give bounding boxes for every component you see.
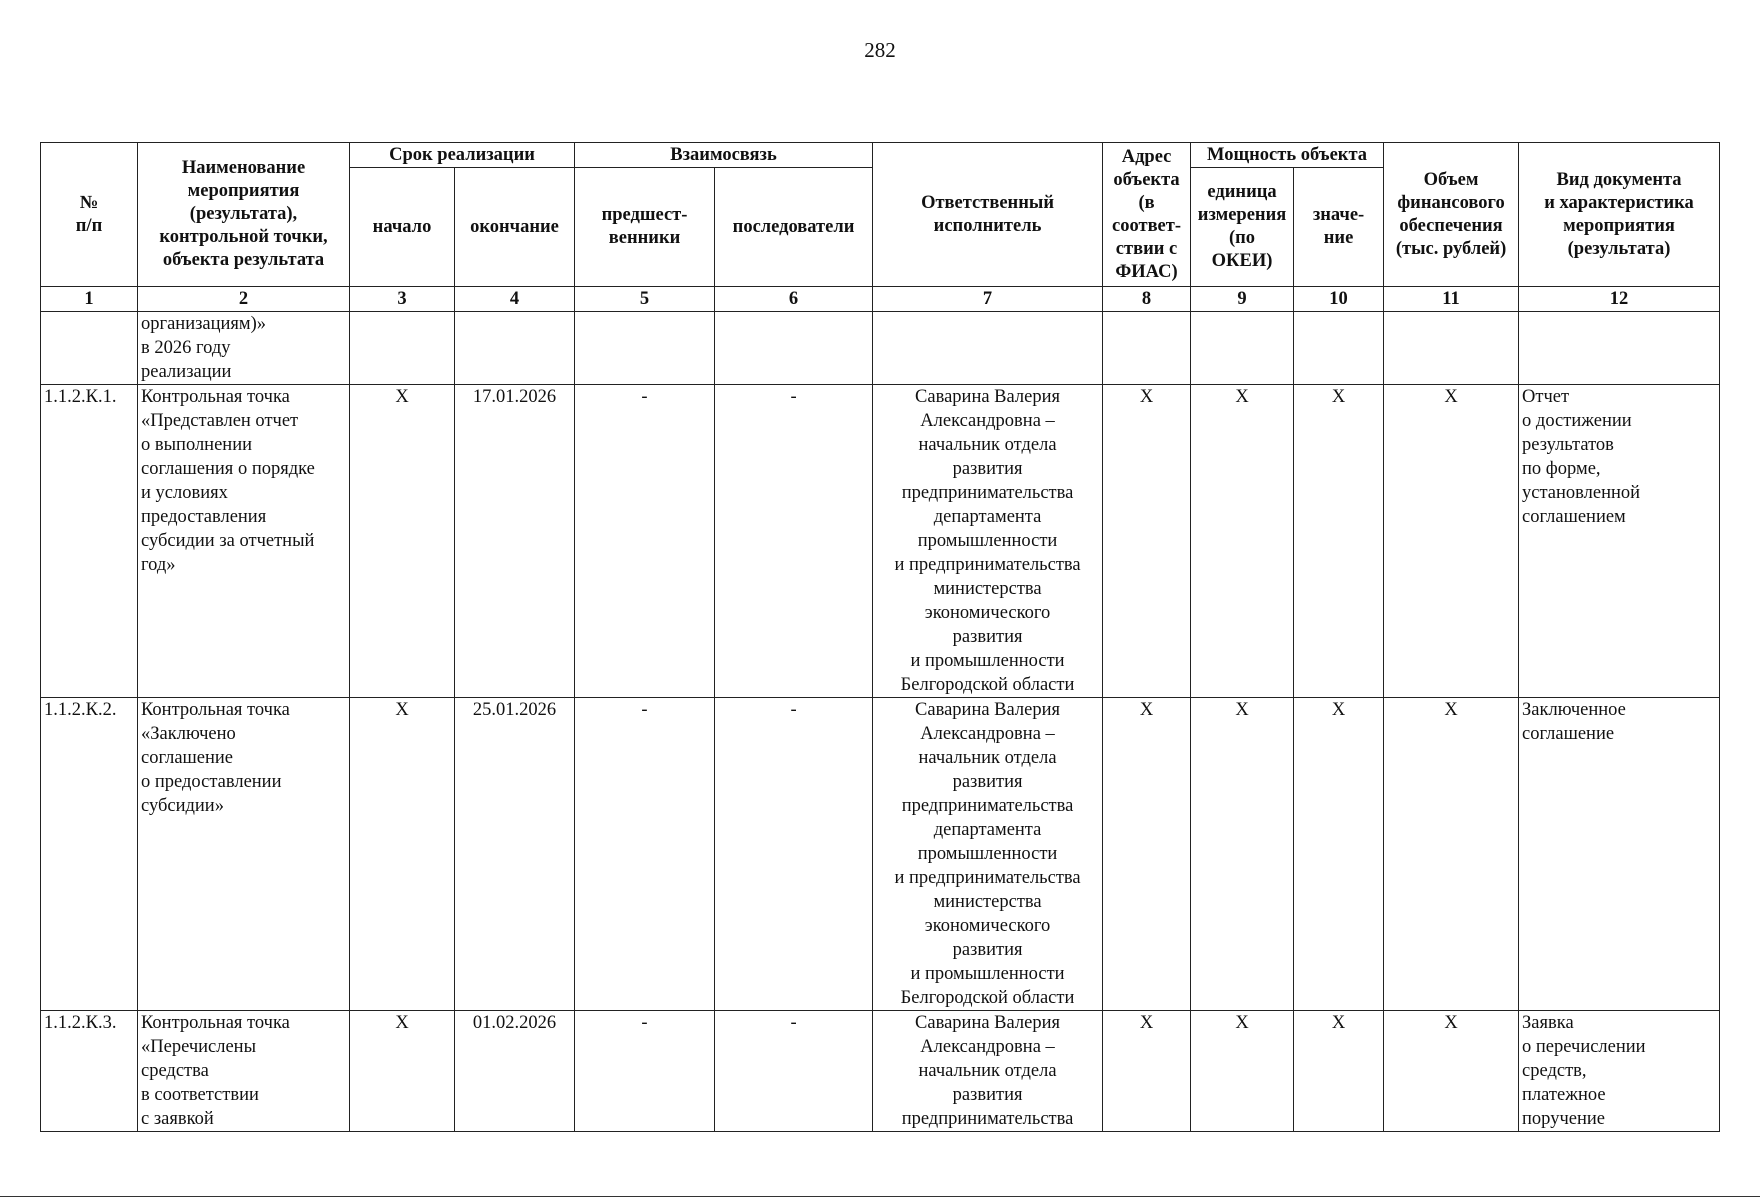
header-unit: единица измерения (по ОКЕИ) [1191, 168, 1294, 287]
header-successors: последователи [715, 168, 873, 287]
column-number: 10 [1294, 287, 1384, 312]
column-number: 1 [41, 287, 138, 312]
cell-value: Х [1294, 1011, 1384, 1132]
table-row-continuation [41, 312, 1720, 385]
header-power: Мощность объекта [1191, 143, 1384, 168]
table-row [41, 698, 1720, 1011]
cell-empty [715, 312, 873, 385]
column-number-row [41, 287, 1720, 312]
cell-unit: Х [1191, 385, 1294, 698]
cell-name: Контрольная точка «Перечислены средства в соответствии с заявкой [138, 1011, 350, 1132]
cell-end: 17.01.2026 [455, 385, 575, 698]
cell-predecessors: - [575, 1011, 715, 1132]
cell-value: Х [1294, 698, 1384, 1011]
cell-unit: Х [1191, 698, 1294, 1011]
cell-num: 1.1.2.К.1. [41, 385, 138, 698]
cell-empty [575, 312, 715, 385]
column-number: 12 [1519, 287, 1720, 312]
cell-finance: Х [1384, 1011, 1519, 1132]
column-number: 3 [350, 287, 455, 312]
header-finance: Объем финансового обеспечения (тыс. рублей) [1384, 143, 1519, 287]
cell-empty [1294, 312, 1384, 385]
header-end: окончание [455, 168, 575, 287]
cell-responsible: Саварина Валерия Александровна – начальник отдела развития предпринимательства [873, 1011, 1103, 1132]
cell-successors: - [715, 1011, 873, 1132]
cell-name: организациям)» в 2026 году реализации [138, 312, 350, 385]
cell-start: Х [350, 1011, 455, 1132]
cell-empty [1384, 312, 1519, 385]
cell-document: Заключенное соглашение [1519, 698, 1720, 1011]
column-number: 11 [1384, 287, 1519, 312]
column-number: 4 [455, 287, 575, 312]
cell-empty [455, 312, 575, 385]
table-row [41, 385, 1720, 698]
column-number: 8 [1103, 287, 1191, 312]
cell-name: Контрольная точка «Заключено соглашение о предоставлении субсидии» [138, 698, 350, 1011]
column-number: 5 [575, 287, 715, 312]
header-num: № п/п [41, 143, 138, 287]
header-value: значе- ние [1294, 168, 1384, 287]
header-link: Взаимосвязь [575, 143, 873, 168]
header-predecessors: предшест- венники [575, 168, 715, 287]
cell-value: Х [1294, 385, 1384, 698]
cell-empty [1519, 312, 1720, 385]
cell-unit: Х [1191, 1011, 1294, 1132]
column-number: 7 [873, 287, 1103, 312]
cell-empty [350, 312, 455, 385]
header-document: Вид документа и характеристика мероприятия (результата) [1519, 143, 1720, 287]
cell-successors: - [715, 385, 873, 698]
header-start: начало [350, 168, 455, 287]
plan-table [40, 142, 1720, 1132]
header-name: Наименование мероприятия (результата), контрольной точки, объекта результата [138, 143, 350, 287]
cell-address: Х [1103, 698, 1191, 1011]
header-address: Адрес объекта (в соответ- ствии с ФИАС) [1103, 143, 1191, 287]
column-number: 6 [715, 287, 873, 312]
cell-empty [41, 312, 138, 385]
cell-start: Х [350, 385, 455, 698]
cell-address: Х [1103, 1011, 1191, 1132]
cell-responsible: Саварина Валерия Александровна – начальник отдела развития предпринимательства департамента промышленности и предпринимательства министерства экономического развития и промышленности Белгородской области [873, 385, 1103, 698]
page-bottom-rule [0, 1196, 1760, 1197]
cell-document: Отчет о достижении результатов по форме, установленной соглашением [1519, 385, 1720, 698]
table-row [41, 1011, 1720, 1132]
column-number: 9 [1191, 287, 1294, 312]
cell-successors: - [715, 698, 873, 1011]
cell-end: 25.01.2026 [455, 698, 575, 1011]
cell-num: 1.1.2.К.2. [41, 698, 138, 1011]
cell-name: Контрольная точка «Представлен отчет о выполнении соглашения о порядке и условиях предоставления субсидии за отчетный год» [138, 385, 350, 698]
cell-finance: Х [1384, 385, 1519, 698]
cell-predecessors: - [575, 698, 715, 1011]
column-number: 2 [138, 287, 350, 312]
cell-empty [1191, 312, 1294, 385]
cell-predecessors: - [575, 385, 715, 698]
cell-empty [873, 312, 1103, 385]
table-header [41, 143, 1720, 312]
page-number: 282 [864, 38, 896, 62]
cell-num: 1.1.2.К.3. [41, 1011, 138, 1132]
header-term: Срок реализации [350, 143, 575, 168]
table-body [41, 312, 1720, 1132]
cell-start: Х [350, 698, 455, 1011]
cell-end: 01.02.2026 [455, 1011, 575, 1132]
cell-finance: Х [1384, 698, 1519, 1011]
cell-address: Х [1103, 385, 1191, 698]
cell-empty [1103, 312, 1191, 385]
cell-responsible: Саварина Валерия Александровна – начальник отдела развития предпринимательства департамента промышленности и предпринимательства министерства экономического развития и промышленности Белгородской области [873, 698, 1103, 1011]
cell-document: Заявка о перечислении средств, платежное поручение [1519, 1011, 1720, 1132]
header-responsible: Ответственный исполнитель [873, 143, 1103, 287]
